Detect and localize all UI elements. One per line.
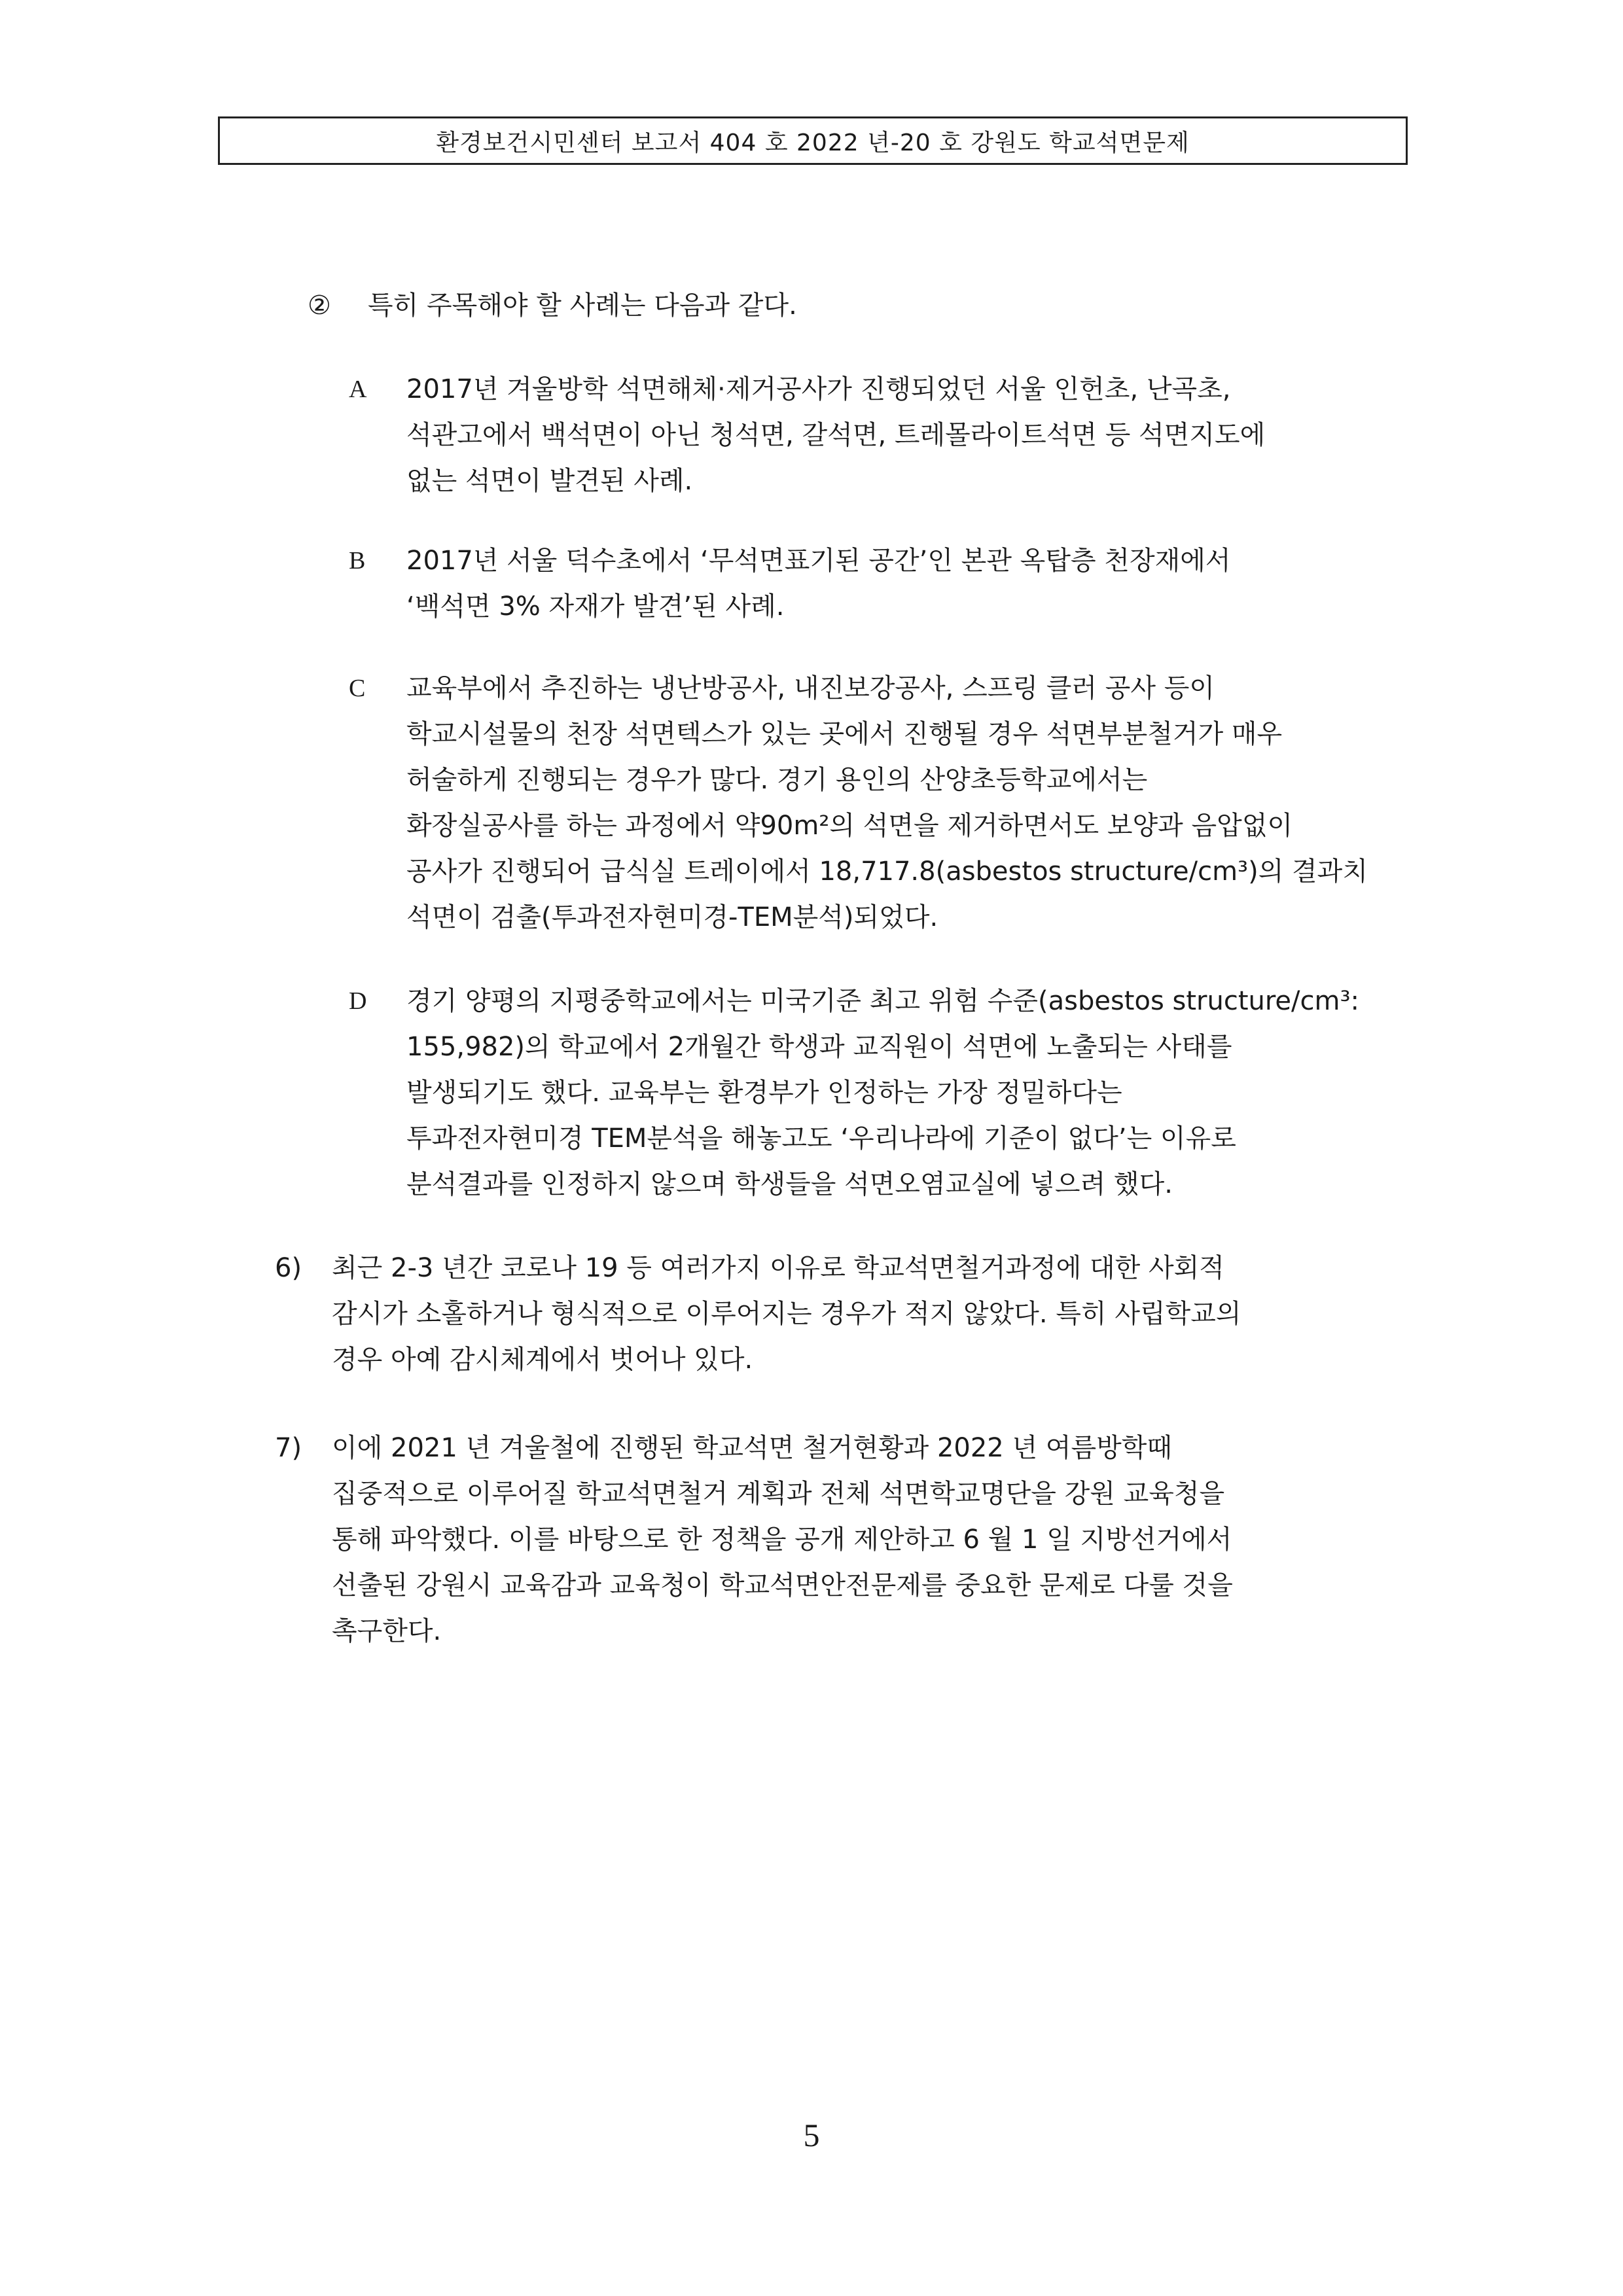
case-b-line: 2017년 서울 덕수초에서 ‘무석면표기된 공간’인 본관 옥탑층 천장재에서 — [406, 546, 1231, 576]
point-7-text — [332, 1425, 1233, 1654]
case-a-line: 2017년 겨울방학 석면해체·제거공사가 진행되었던 서울 인헌초, 난곡초, — [406, 374, 1231, 404]
point-6-line: 최근 2-3 년간 코로나 19 등 여러가지 이유로 학교석면철거과정에 대한 사회적 — [332, 1253, 1224, 1283]
case-b-marker: B — [349, 547, 366, 574]
point-7-line: 집중적으로 이루어질 학교석면철거 계획과 전체 석면학교명단을 강원 교육청을 — [332, 1479, 1225, 1509]
point-7-line: 통해 파악했다. 이를 바탕으로 한 정책을 공개 제안하고 6 월 1 일 지방선거에서 — [332, 1525, 1232, 1555]
point-7-line: 선출된 강원시 교육감과 교육청이 학교석면안전문제를 중요한 문제로 다룰 것을 — [332, 1570, 1233, 1600]
case-a-text — [406, 366, 1265, 504]
case-a-marker: A — [349, 376, 367, 403]
case-a-line: 석관고에서 백석면이 아닌 청석면, 갈석면, 트레몰라이트석면 등 석면지도에 — [406, 420, 1266, 450]
case-a-line: 없는 석면이 발견된 사례. — [406, 466, 693, 496]
report-header — [218, 116, 1408, 165]
report-header-title: 환경보건시민센터 보고서 404 호 2022 년-20 호 강원도 학교석면문제 — [436, 129, 1190, 156]
intro-text: 특히 주목해야 할 사례는 다음과 같다. — [368, 291, 797, 321]
case-d-line: 투과전자현미경 TEM분석을 해놓고도 ‘우리나라에 기준이 없다’는 이유로 — [406, 1123, 1236, 1154]
case-d-marker: D — [349, 987, 367, 1015]
case-c-line: 석면이 검출(투과전자현미경-TEM분석)되었다. — [406, 902, 938, 932]
case-c-line: 공사가 진행되어 급식실 트레이에서 18,717.8(asbestos structure/cm³)의 결과치 — [406, 857, 1368, 887]
case-c-line: 허술하게 진행되는 경우가 많다. 경기 용인의 산양초등학교에서는 — [406, 765, 1148, 795]
point-7-line: 촉구한다. — [332, 1616, 442, 1646]
point-7-marker: 7) — [275, 1433, 302, 1463]
case-c-text — [406, 665, 1368, 940]
case-c-marker: C — [349, 675, 366, 702]
case-d-line: 발생되기도 했다. 교육부는 환경부가 인정하는 가장 정밀하다는 — [406, 1078, 1122, 1108]
case-c-line: 화장실공사를 하는 과정에서 약90m²의 석면을 제거하면서도 보양과 음압없이 — [406, 811, 1293, 841]
point-6-line: 경우 아예 감시체계에서 벗어나 있다. — [332, 1345, 753, 1375]
case-d-text — [406, 978, 1359, 1207]
case-b-text — [406, 538, 1231, 629]
point-7-line: 이에 2021 년 겨울철에 진행된 학교석면 철거현황과 2022 년 여름방학때 — [332, 1433, 1173, 1463]
case-c-line: 교육부에서 추진하는 냉난방공사, 내진보강공사, 스프링 클러 공사 등이 — [406, 673, 1215, 703]
case-c-line: 학교시설물의 천장 석면텍스가 있는 곳에서 진행될 경우 석면부분철거가 매우 — [406, 719, 1283, 749]
case-d-line: 155,982)의 학교에서 2개월간 학생과 교직원이 석면에 노출되는 사태를 — [406, 1032, 1232, 1062]
intro-marker: ② — [308, 291, 331, 321]
point-6-text — [332, 1245, 1241, 1383]
point-6-line: 감시가 소홀하거나 형식적으로 이루어지는 경우가 적지 않았다. 특히 사립학교의 — [332, 1299, 1241, 1329]
case-d-line: 분석결과를 인정하지 않으며 학생들을 석면오염교실에 넣으려 했다. — [406, 1169, 1173, 1199]
point-6-marker: 6) — [275, 1253, 302, 1283]
case-b-line: ‘백석면 3% 자재가 발견’된 사례. — [406, 592, 785, 622]
page-number: 5 — [803, 2117, 820, 2153]
intro-text-block — [368, 283, 797, 328]
case-d-line: 경기 양평의 지평중학교에서는 미국기준 최고 위험 수준(asbestos structure/cm³: — [406, 986, 1359, 1016]
